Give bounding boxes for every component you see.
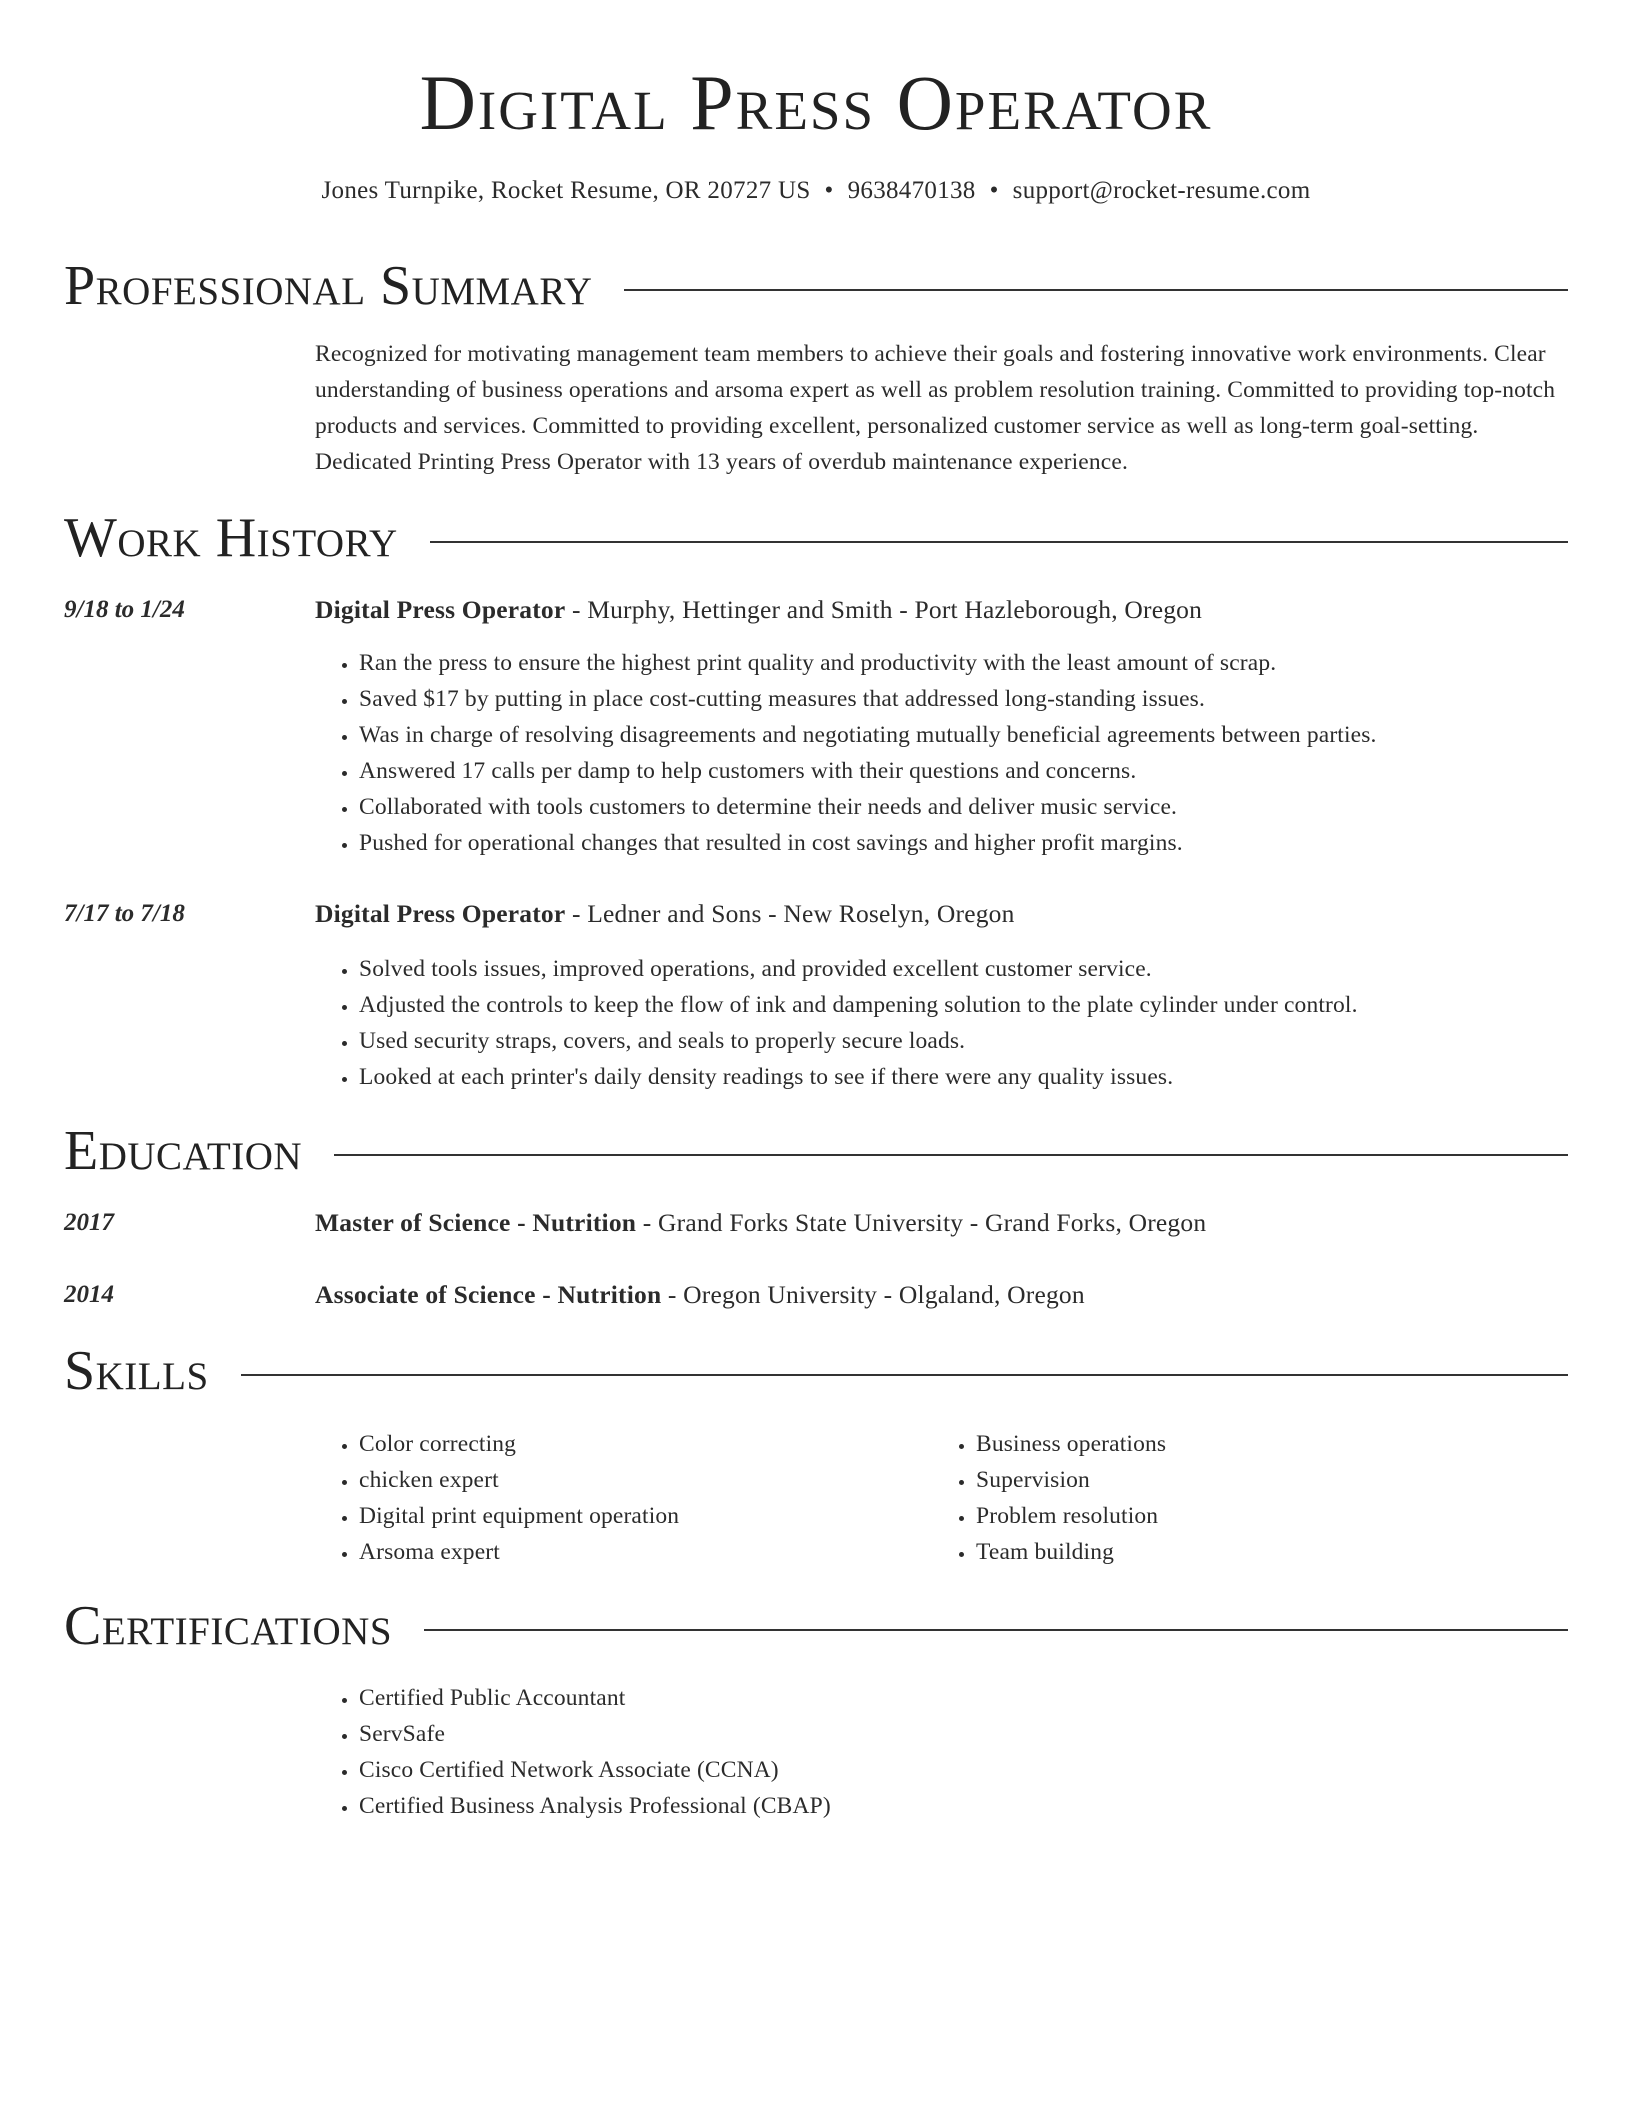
- education-year: 2014: [64, 1281, 114, 1308]
- email: support@rocket-resume.com: [1012, 177, 1311, 204]
- job-role: Digital Press Operator: [315, 899, 566, 928]
- skills-list-right: [932, 1426, 1166, 1570]
- certifications-section-header: [64, 1594, 1568, 1658]
- job-title-line: [315, 897, 1015, 931]
- certification-item: • Certified Public Accountant: [359, 1680, 831, 1716]
- list-item: • Answered 17 calls per damp to help customers with their questions and concerns.: [359, 753, 1377, 789]
- contact-line: [64, 174, 1568, 208]
- separator-1: •: [824, 177, 834, 204]
- section-divider: [624, 289, 1568, 291]
- job-role: Digital Press Operator: [315, 595, 566, 624]
- education-line: [315, 1278, 1085, 1312]
- certification-item: • ServSafe: [359, 1716, 831, 1752]
- job-bullets: [315, 645, 1377, 861]
- work-section-title: Work History: [64, 507, 398, 569]
- education-section-header: [64, 1119, 1568, 1183]
- list-item: • Looked at each printer's daily density readings to see if there were any quality issues.: [359, 1059, 1358, 1095]
- skill-item: • chicken expert: [359, 1462, 679, 1498]
- skill-item: • Supervision: [976, 1462, 1166, 1498]
- education-details: - Oregon University - Olgaland, Oregon: [661, 1280, 1085, 1309]
- skills-list-left: [315, 1426, 679, 1570]
- job-bullets: [315, 951, 1358, 1095]
- education-section-title: Education: [64, 1120, 303, 1182]
- job-dates: 7/17 to 7/18: [64, 900, 185, 927]
- degree: Associate of Science - Nutrition: [315, 1280, 662, 1309]
- section-divider: [430, 541, 1568, 543]
- skills-section-title: Skills: [64, 1340, 209, 1402]
- skill-item: • Problem resolution: [976, 1498, 1166, 1534]
- summary-section-title: Professional Summary: [64, 255, 593, 317]
- education-line: [315, 1206, 1206, 1240]
- list-item: • Used security straps, covers, and seals to properly secure loads.: [359, 1023, 1358, 1059]
- summary-section-header: [64, 254, 1568, 318]
- certifications-list: [315, 1680, 831, 1824]
- list-item: • Solved tools issues, improved operations, and provided excellent customer service.: [359, 951, 1358, 987]
- work-section-header: [64, 506, 1568, 570]
- degree: Master of Science - Nutrition: [315, 1208, 637, 1237]
- skills-section-header: [64, 1339, 1568, 1403]
- certification-item: • Certified Business Analysis Professional (CBAP): [359, 1788, 831, 1824]
- job-details: - Murphy, Hettinger and Smith - Port Hazleborough, Oregon: [565, 595, 1203, 624]
- list-item: • Was in charge of resolving disagreements and negotiating mutually beneficial agreements between parties.: [359, 717, 1377, 753]
- education-details: - Grand Forks State University - Grand Forks, Oregon: [636, 1208, 1207, 1237]
- list-item: • Saved $17 by putting in place cost-cutting measures that addressed long-standing issues.: [359, 681, 1377, 717]
- certifications-section-title: Certifications: [64, 1595, 393, 1657]
- summary-text: Recognized for motivating management team members to achieve their goals and fostering innovative work environments. Clear understanding of business operations and arsoma expert as well as problem resolution training. Committed to providing top-notch products and services. Committed to providing excellent, personalized customer service as well as long-term goal-setting. Dedicated Printing Press Operator with 13 years of overdub maintenance experience.: [315, 341, 1556, 475]
- skill-item: • Color correcting: [359, 1426, 679, 1462]
- address: Jones Turnpike, Rocket Resume, OR 20727 US: [321, 177, 811, 204]
- skill-item: • Digital print equipment operation: [359, 1498, 679, 1534]
- list-item: • Collaborated with tools customers to determine their needs and deliver music service.: [359, 789, 1377, 825]
- list-item: • Ran the press to ensure the highest print quality and productivity with the least amount of scrap.: [359, 645, 1377, 681]
- separator-2: •: [989, 177, 999, 204]
- list-item: • Pushed for operational changes that resulted in cost savings and higher profit margins.: [359, 825, 1377, 861]
- job-details: - Ledner and Sons - New Roselyn, Oregon: [565, 899, 1015, 928]
- skill-item: • Arsoma expert: [359, 1534, 679, 1570]
- candidate-name: Digital Press Operator: [419, 59, 1213, 146]
- list-item: • Adjusted the controls to keep the flow of ink and dampening solution to the plate cylinder under control.: [359, 987, 1358, 1023]
- section-divider: [334, 1154, 1568, 1156]
- education-year: 2017: [64, 1209, 114, 1236]
- phone: 9638470138: [847, 177, 976, 204]
- job-dates: 9/18 to 1/24: [64, 596, 185, 623]
- skill-item: • Team building: [976, 1534, 1166, 1570]
- section-divider: [424, 1629, 1568, 1631]
- skill-item: • Business operations: [976, 1426, 1166, 1462]
- job-title-line: [315, 593, 1202, 627]
- certification-item: • Cisco Certified Network Associate (CCNA): [359, 1752, 831, 1788]
- section-divider: [241, 1374, 1568, 1376]
